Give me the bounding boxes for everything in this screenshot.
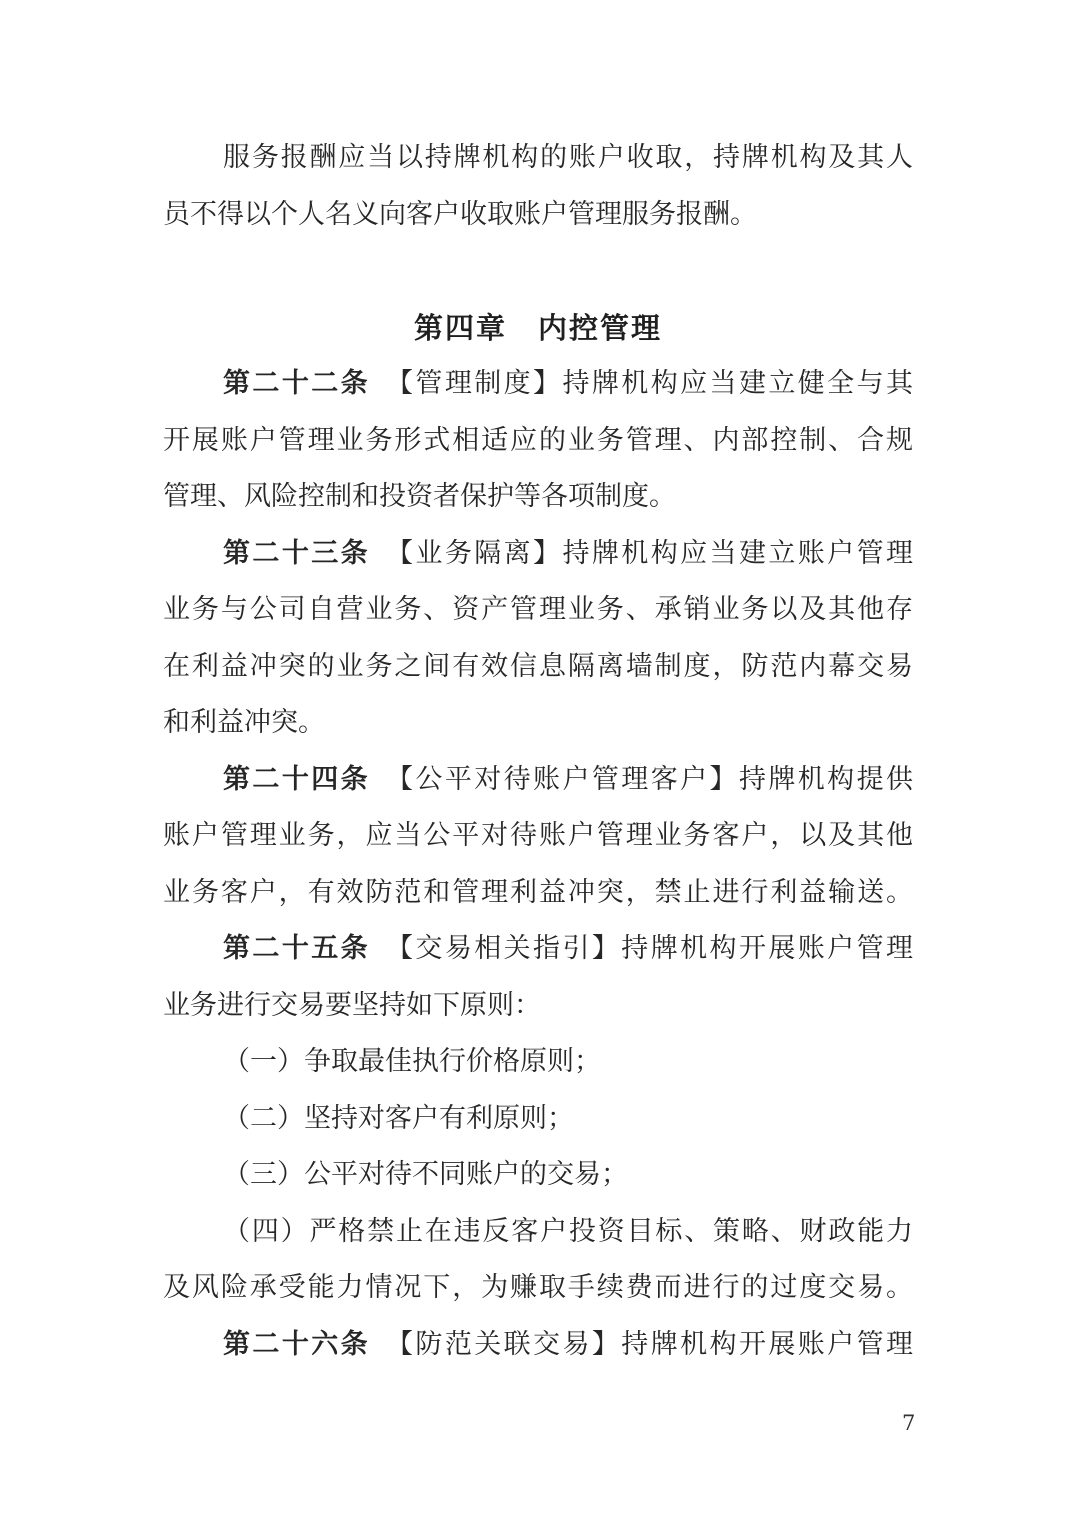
article-26-number: 第二十六条 <box>223 1328 371 1360</box>
article-22-text: 【管理制度】持牌机构应当建立健全与其 <box>370 368 914 399</box>
article-22-line <box>163 356 913 413</box>
paragraph-line: 和利益冲突。 <box>163 707 325 738</box>
list-item-4: （四）严格禁止在违反客户投资目标、策略、财政能力 <box>223 1215 913 1247</box>
paragraph-line: 账户管理业务，应当公平对待账户管理业务客户，以及其他 <box>163 820 913 851</box>
paragraph-line: 员不得以个人名义向客户收取账户管理服务报酬。 <box>163 198 757 230</box>
article-26-text: 【防范关联交易】持牌机构开展账户管理 <box>370 1328 914 1360</box>
article-26-line <box>163 1317 913 1374</box>
article-23-number: 第二十三条 <box>223 537 371 569</box>
list-item-1: （一）争取最佳执行价格原则； <box>223 1046 601 1077</box>
article-25-line <box>163 921 913 978</box>
paragraph-line: 业务客户，有效防范和管理利益冲突，禁止进行利益输送。 <box>163 876 913 908</box>
article-24-line <box>163 752 913 809</box>
paragraph-line: 服务报酬应当以持牌机构的账户收取，持牌机构及其人 <box>223 142 913 173</box>
article-24-text: 【公平对待账户管理客户】持牌机构提供 <box>370 763 914 795</box>
chapter-heading: 第四章 内控管理 <box>413 310 662 345</box>
paragraph-line: 业务进行交易要坚持如下原则： <box>163 989 541 1021</box>
text-block <box>163 130 913 1373</box>
list-item-3: （三）公平对待不同账户的交易； <box>223 1159 628 1190</box>
paragraph-line: 在利益冲突的业务之间有效信息隔离墙制度，防范内幕交易 <box>163 650 913 682</box>
list-item-2: （二）坚持对客户有利原则； <box>223 1102 574 1134</box>
article-22-number: 第二十二条 <box>223 368 371 399</box>
article-23-text: 【业务隔离】持牌机构应当建立账户管理 <box>370 537 914 569</box>
paragraph-line: 管理、风险控制和投资者保护等各项制度。 <box>163 481 676 512</box>
article-25-number: 第二十五条 <box>223 933 371 964</box>
paragraph-line: 开展账户管理业务形式相适应的业务管理、内部控制、合规 <box>163 424 913 456</box>
paragraph-line: 业务与公司自营业务、资产管理业务、承销业务以及其他存 <box>163 594 913 625</box>
article-23-line <box>163 526 913 583</box>
article-24-number: 第二十四条 <box>223 763 371 795</box>
article-25-text: 【交易相关指引】持牌机构开展账户管理 <box>370 933 914 964</box>
paragraph-line: 及风险承受能力情况下，为赚取手续费而进行的过度交易。 <box>163 1272 913 1303</box>
page-number: 7 <box>902 1411 916 1435</box>
